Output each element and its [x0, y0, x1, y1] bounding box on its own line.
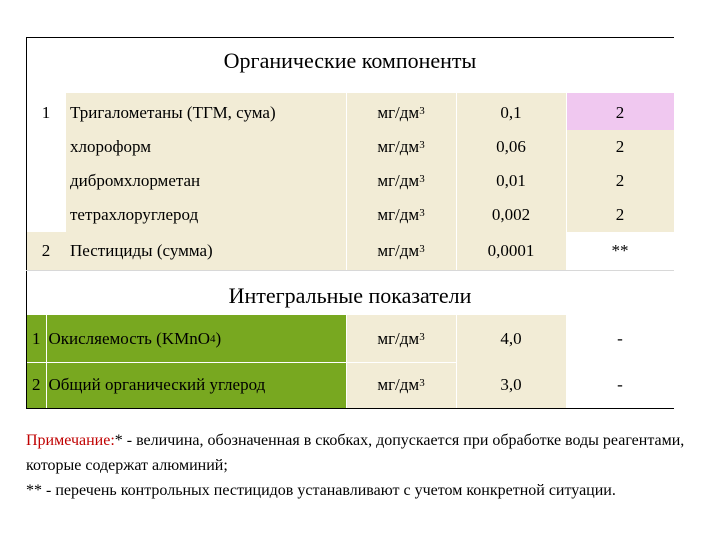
row-value: 0,0001	[456, 232, 566, 270]
row-unit: мг/дм $^3$	[346, 315, 456, 362]
footnote-line2: ** - перечень контрольных пестицидов устанавливают с учетом конкретной ситуации.	[26, 482, 616, 499]
row-class: 2	[566, 130, 674, 164]
row-value: 3,0	[456, 362, 566, 408]
row-class: 2	[566, 93, 674, 133]
row-class: 2	[566, 164, 674, 198]
row-name: 1 Окисляемость (KMnO 4 )	[26, 315, 346, 362]
row-value: 0,1	[456, 93, 566, 133]
row-name: хлороформ	[66, 130, 346, 164]
row-value: 0,06	[456, 130, 566, 164]
row-unit: мг/дм $^3$	[346, 130, 456, 164]
section-title-integral: Интегральные показатели	[228, 283, 472, 308]
row-name: Тригалометаны (ТГМ, сума)	[66, 93, 346, 133]
row-class: **	[566, 232, 674, 270]
footnote-line1: * - величина, обозначенная в скобках, допускается при обработке воды реагентами, которые содержат алюминий;	[26, 432, 685, 474]
row-divider	[26, 362, 456, 363]
table-left-border	[26, 37, 27, 93]
column-divider	[456, 93, 457, 270]
footnote	[26, 428, 716, 503]
row-unit: мг/дм $^3$	[346, 164, 456, 198]
row-number: 2	[26, 232, 66, 270]
row-unit: мг/дм $^3$	[346, 93, 456, 133]
column-divider	[456, 315, 457, 408]
row-unit: мг/дм $^3$	[346, 362, 456, 408]
table-top-border	[26, 37, 674, 38]
table-left-border	[26, 315, 27, 408]
section-title-organic: Органические компоненты	[223, 48, 477, 73]
row-unit: мг/дм $^3$	[346, 232, 456, 270]
row-divider	[26, 270, 674, 271]
row-number: 1	[41, 103, 51, 122]
row-unit: мг/дм $^3$	[346, 198, 456, 232]
row-name: дибромхлорметан	[66, 164, 346, 198]
row-name: 2 Общий органический углерод	[26, 362, 346, 408]
row-value: 4,0	[456, 315, 566, 362]
footnote-label: Примечание:	[26, 432, 115, 449]
row-name: Пестициды (сумма)	[66, 232, 346, 270]
table-left-border	[26, 93, 27, 315]
row-class: -	[617, 328, 623, 348]
row-class: -	[617, 375, 623, 394]
row-value: 0,01	[456, 164, 566, 198]
column-divider	[346, 93, 347, 270]
column-divider	[566, 93, 567, 270]
row-value: 0,002	[456, 198, 566, 232]
row-class: 2	[566, 198, 674, 232]
table-bottom-border	[26, 408, 674, 409]
row-name: тетрахлоруглерод	[66, 198, 346, 232]
